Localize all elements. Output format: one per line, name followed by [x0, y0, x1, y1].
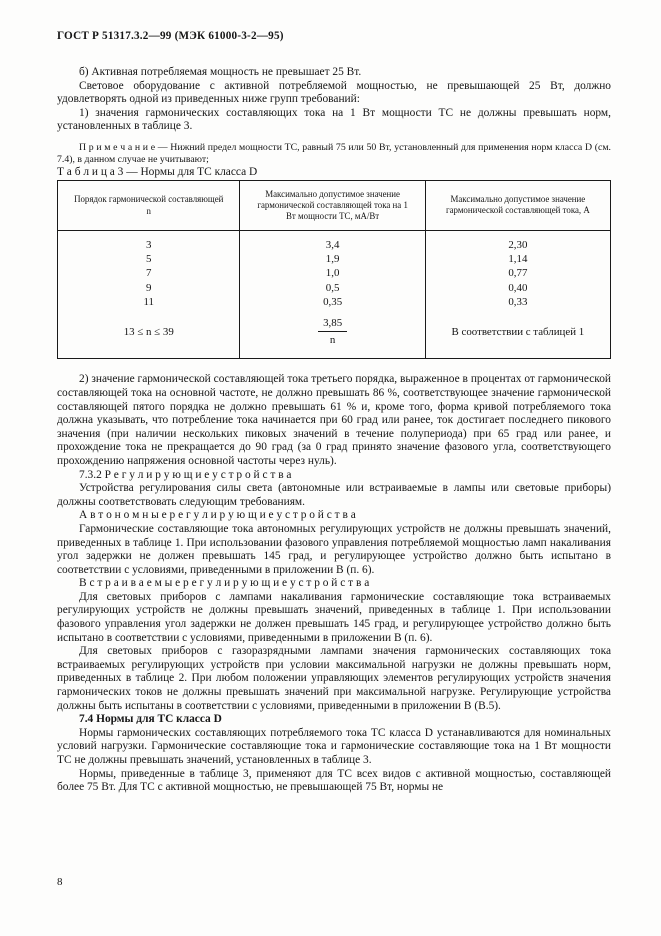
subheading-autonomous: А в т о н о м н ы е р е г у л и р у ю щ и е у с т р о й с т в а — [79, 509, 356, 522]
heading-7-3-2: 7.3.2 Р е г у л и р у ю щ и е у с т р о й с т в а — [79, 468, 292, 481]
page-number: 8 — [57, 876, 63, 888]
cell-current-reference: В соответствии с таблицей 1 — [425, 309, 610, 359]
table-header-harmonic-order-label: Порядок гармонической составляющей — [74, 193, 224, 204]
cell-per-watt: 0,5 — [240, 281, 425, 295]
cell-order: 9 — [58, 281, 240, 295]
subheading-builtin: В с т р а и в а е м ы е р е г у л и р у ю щ и е у с т р о й с т в а — [79, 577, 370, 590]
cell-order-range: 13 ≤ n ≤ 39 — [58, 309, 240, 359]
table-header-row — [58, 180, 611, 230]
paragraph-7-4-1: Нормы гармонических составляющих потребляемого тока ТС класса D устанавливаются для номинальных условий нагрузки. Гармонические составляющие тока и гармонические составляющие тока на 1 Вт мощности ТС не должны превышать значений, установленных в таблице 3. — [57, 726, 611, 767]
cell-per-watt: 1,0 — [240, 266, 425, 280]
paragraph-autonomous: Гармонические составляющие тока автономных регулирующих устройств не должны превышать значений, приведенных в таблице 1. При использовании фазового управления потребляемой мощностью ламп накаливания угол задержки не должен превышать 145 град, и регулирующее устройство должно быть испытано в соответствии с условиями, приведенными в приложении В (п. 6). — [57, 522, 611, 576]
norms-table-class-d — [57, 180, 611, 359]
cell-current: 0,40 — [425, 281, 610, 295]
table-row — [58, 295, 611, 309]
table-caption: Т а б л и ц а 3 — Нормы для ТС класса D — [57, 166, 258, 179]
fraction — [318, 316, 347, 347]
table-header-harmonic-order-symbol: n — [146, 205, 151, 216]
document-body — [57, 66, 611, 795]
cell-order: 11 — [58, 295, 240, 309]
paragraph-builtin-2: Для световых приборов с газоразрядными лампами значения гармонических составляющих тока встраиваемых регулирующих устройств при условии максимальной нагрузки не должны превышать норм, приведенных в таблице 2. При любом положении управляющих элементов регулирующих устройств значения гармонических токов не должны превышать значений при максимальной нагрузке. Регулирующие устройства должны быть испытаны в соответствии с условиями, приведенными в приложении В (В.5). — [57, 645, 611, 712]
cell-order: 3 — [58, 230, 240, 252]
paragraph-item-1: 1) значения гармонических составляющих тока на 1 Вт мощности ТС не должны превышать норм, установленных в таблице 3. — [57, 106, 611, 133]
heading-7-4: 7.4 Нормы для ТС класса D — [79, 713, 222, 726]
fraction-denominator: n — [329, 334, 336, 347]
table-row — [58, 281, 611, 295]
table-row-range — [58, 309, 611, 359]
cell-current: 2,30 — [425, 230, 610, 252]
paragraph-item-2: 2) значение гармонической составляющей тока третьего порядка, выраженное в процентах от гармонической составляющей тока на основной частоте, не должно превышать 86 %, соответствующее значение гармонической составляющей пятого порядка не должно превышать 61 % и, кроме того, форма кривой потребляемого тока должна указывать, что потребление тока начинается при 60 град или ранее, ток достигает последнего пикового значения (при наличии нескольких пиковых значений в течение полупериода) при 65 град или ранее, и прохождение тока не прекращается до 90 град (за 0 град принято значение фазового угла, соответствующего прохождению напряжения основной частоты через нуль). — [57, 373, 611, 467]
cell-per-watt: 3,4 — [240, 230, 425, 252]
cell-current: 1,14 — [425, 252, 610, 266]
cell-per-watt: 1,9 — [240, 252, 425, 266]
table-header-max-current: Максимально допустимое значение гармонической составляющей тока, А — [425, 180, 610, 230]
cell-per-watt-fraction — [240, 309, 425, 359]
document-header: ГОСТ Р 51317.3.2—99 (МЭК 61000-3-2—95) — [57, 30, 284, 42]
paragraph-7-4-2: Нормы, приведенные в таблице 3, применяют для ТС всех видов с активной мощностью, составляющей более 75 Вт. Для ТС с активной мощностью, не превышающей 75 Вт, нормы не — [57, 767, 611, 794]
cell-order: 7 — [58, 266, 240, 280]
cell-current: 0,33 — [425, 295, 610, 309]
paragraph-item-b: б) Активная потребляемая мощность не превышает 25 Вт. — [79, 66, 362, 78]
paragraph-intro: Световое оборудование с активной потребляемой мощностью, не превышающей 25 Вт, должно удовлетворять одной из приведенных ниже групп требований: — [57, 79, 611, 106]
paragraph-devices: Устройства регулирования силы света (автономные или встраиваемые в лампы или световые приборы) должны соответствовать следующим требованиям. — [57, 482, 611, 508]
cell-order: 5 — [58, 252, 240, 266]
cell-current: 0,77 — [425, 266, 610, 280]
table-row — [58, 230, 611, 252]
table-row — [58, 266, 611, 280]
table-header-max-per-watt: Максимально допустимое значение гармонической составляющей тока на 1 Вт мощности ТС, мА/Вт — [240, 180, 425, 230]
note-text: П р и м е ч а н и е — Нижний предел мощности ТС, равный 75 или 50 Вт, установленный для применения норм класса D (см. 7.4), в данном случае не учитывают; — [57, 141, 611, 166]
paragraph-builtin-1: Для световых приборов с лампами накаливания гармонические составляющие тока встраиваемых регулирующих устройств не должны превышать значений, приведенных в таблице 1. При использовании фазового управления угол задержки не должен превышать 145 град, и регулирующее устройство должно быть испытано в соответствии с условиями, приведенными в приложении В (п. 6). — [57, 590, 611, 644]
table-row — [58, 252, 611, 266]
fraction-numerator: 3,85 — [318, 316, 347, 332]
cell-per-watt: 0,35 — [240, 295, 425, 309]
table-header-harmonic-order — [58, 180, 240, 230]
